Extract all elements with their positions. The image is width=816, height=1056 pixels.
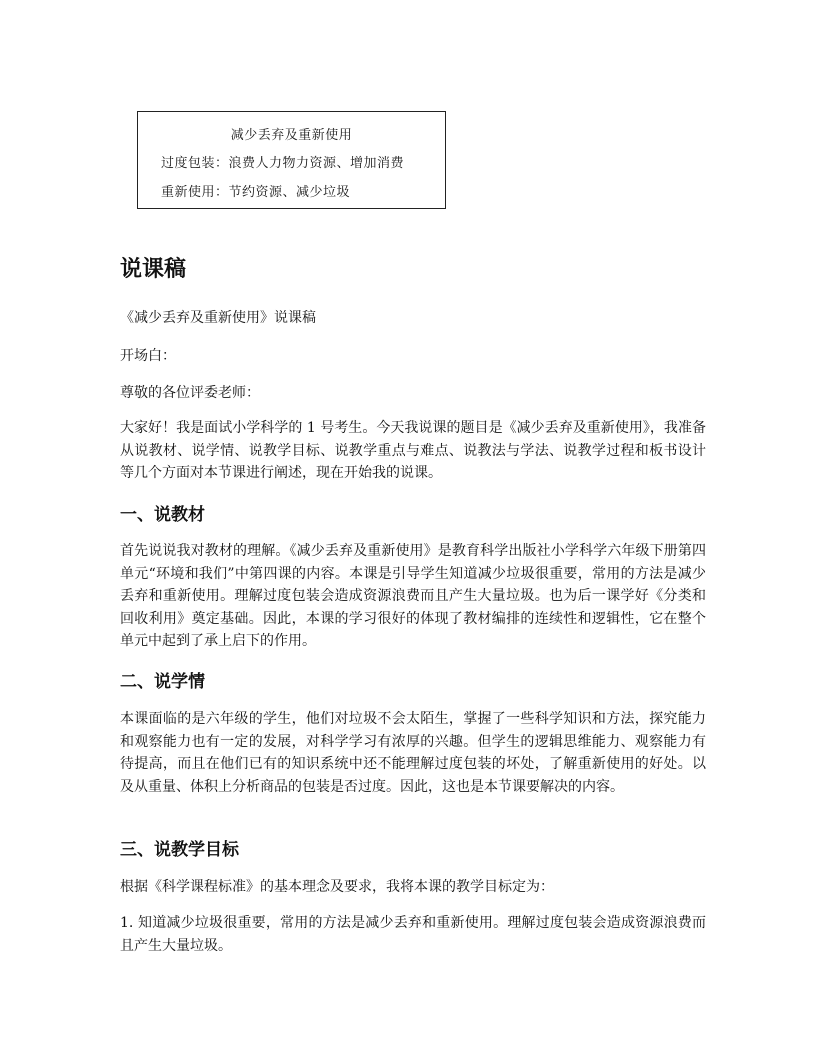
blackboard-figure <box>137 111 446 209</box>
section-heading-textbook: 一、说教材 <box>120 505 205 525</box>
lesson-subtitle: 《减少丢弃及重新使用》说课稿 <box>120 310 316 326</box>
opening-label: 开场白： <box>120 348 176 364</box>
figure-line-reuse: 重新使用：节约资源、减少垃圾 <box>161 185 351 200</box>
greeting: 尊敬的各位评委老师： <box>120 385 260 401</box>
section-heading-students: 二、说学情 <box>120 672 205 692</box>
intro-paragraph: 大家好！我是面试小学科学的 1 号考生。今天我说课的题目是《减少丢弃及重新使用》，我准备从说教材、说学情、说教学目标、说教学重点与难点、说教法与学法、说教学过程和板书设计等几个方面对本节课进行阐述，现在开始我的说课。 <box>120 420 706 481</box>
objective-item-1: 1. 知道减少垃圾很重要，常用的方法是减少丢弃和重新使用。理解过度包装会造成资源浪费而且产生大量垃圾。 <box>120 915 706 954</box>
section-objectives-intro: 根据《科学课程标准》的基本理念及要求，我将本课的教学目标定为： <box>120 879 554 895</box>
section-students-paragraph: 本课面临的是六年级的学生，他们对垃圾不会太陌生，掌握了一些科学知识和方法，探究能力和观察能力也有一定的发展，对科学学习有浓厚的兴趣。但学生的逻辑思维能力、观察能力有待提高，而且在他们已有的知识系统中还不能理解过度包装的坏处，了解重新使用的好处。以及从重量、体积上分析商品的包装是否过度。因此，这也是本节课要解决的内容。 <box>120 711 706 795</box>
figure-line-overpackaging: 过度包装：浪费人力物力资源、增加消费 <box>161 156 405 171</box>
section-textbook-paragraph: 首先说说我对教材的理解。《减少丢弃及重新使用》是教育科学出版社小学科学六年级下册第四单元“环境和我们”中第四课的内容。本课是引导学生知道减少垃圾很重要，常用的方法是减少丢弃和重新使用。理解过度包装会造成资源浪费而且产生大量垃圾。也为后一课学好《分类和回收利用》奠定基础。因此，本课的学习很好的体现了教材编排的连续性和逻辑性，它在整个单元中起到了承上启下的作用。 <box>120 543 706 649</box>
section-heading-objectives: 三、说教学目标 <box>120 840 239 860</box>
figure-title: 减少丢弃及重新使用 <box>230 128 353 143</box>
document-title: 说课稿 <box>120 257 187 282</box>
